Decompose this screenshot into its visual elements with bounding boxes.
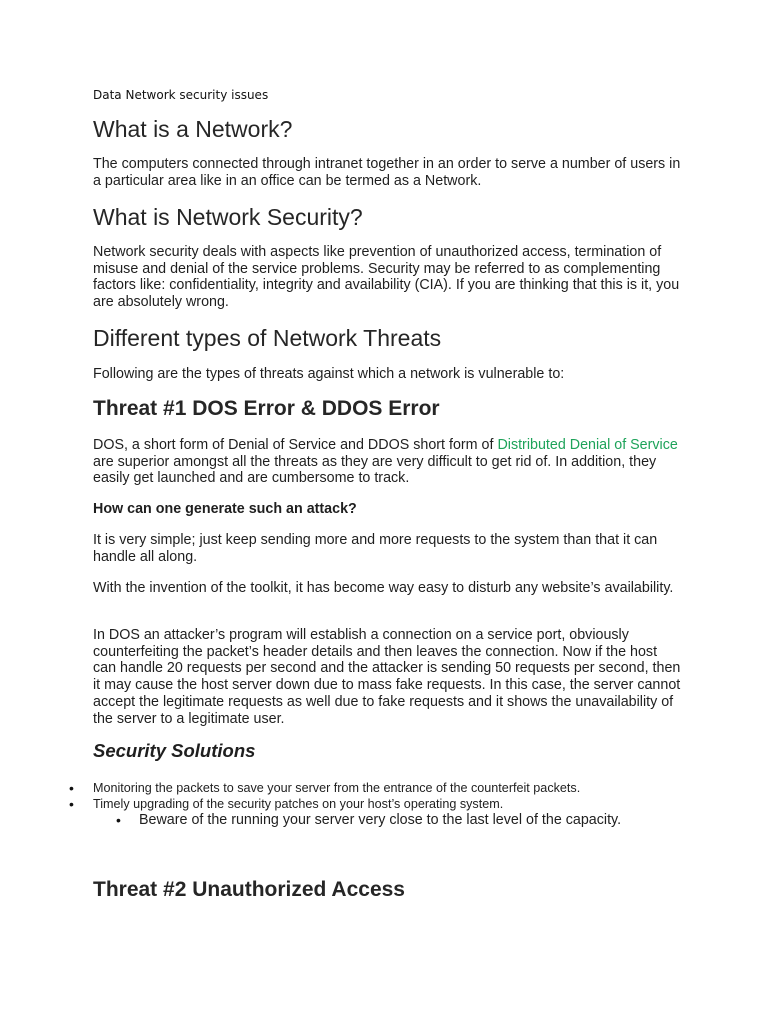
paragraph-network-security: Network security deals with aspects like prevention of unauthorized access, termination of misuse and denial of the service problems. Security may be referred to as complementing factors like: confidentiality, integrity and availability (CIA). If you are thinking that this is it, you are absolutely wrong.: [93, 244, 680, 311]
list-item: Monitoring the packets to save your server from the entrance of the counterfeit packets.: [93, 781, 581, 795]
dos-intro-text: DOS, a short form of Denial of Service and DDOS short form of: [93, 437, 498, 453]
heading-network-threats: Different types of Network Threats: [93, 325, 442, 351]
heading-threat-2: Threat #2 Unauthorized Access: [93, 878, 405, 901]
heading-threat-1: Threat #1 DOS Error & DDOS Error: [93, 397, 440, 420]
paragraph-attack-simple: It is very simple; just keep sending more and more requests to the system than that it can handle all along.: [93, 532, 658, 565]
dos-intro-text-continued: are superior amongst all the threats as they are very difficult to get rid of. In addition, they easily get launched and are cumbersome to track.: [93, 453, 657, 487]
paragraph-dos-details: In DOS an attacker’s program will establish a connection on a service port, obviously counterfeiting the packet’s header details and then leaves the connection. Now if the host can handle 20 requests per second and the attacker is sending 50 requests per second, then it may cause the host server down due to mass fake requests. In this case, the server cannot accept the legitimate requests as well due to fake requests and it shows the unavailability of the server to a legitimate user.: [93, 627, 681, 727]
heading-security-solutions: Security Solutions: [93, 740, 256, 761]
question-generate-attack: How can one generate such an attack?: [93, 501, 357, 517]
bullet-icon: •: [69, 796, 74, 812]
paragraph-dos-intro: [93, 437, 683, 487]
list-item: Beware of the running your server very close to the last level of the capacity.: [139, 812, 622, 828]
list-item: Timely upgrading of the security patches on your host’s operating system.: [93, 797, 504, 811]
heading-what-is-network-security: What is Network Security?: [93, 204, 363, 230]
ddos-link[interactable]: Distributed Denial of Service: [497, 437, 678, 453]
bullet-icon: •: [69, 780, 74, 796]
bullet-icon: •: [116, 812, 121, 828]
paragraph-threats-intro: Following are the types of threats against which a network is vulnerable to:: [93, 366, 565, 382]
paragraph-toolkit: With the invention of the toolkit, it has become way easy to disturb any website’s availability.: [93, 580, 674, 596]
heading-what-is-network: What is a Network?: [93, 116, 293, 142]
paragraph-network-definition: The computers connected through intranet together in an order to serve a number of users in a particular area like in an office can be termed as a Network.: [93, 156, 681, 189]
document-title: Data Network security issues: [93, 88, 269, 102]
